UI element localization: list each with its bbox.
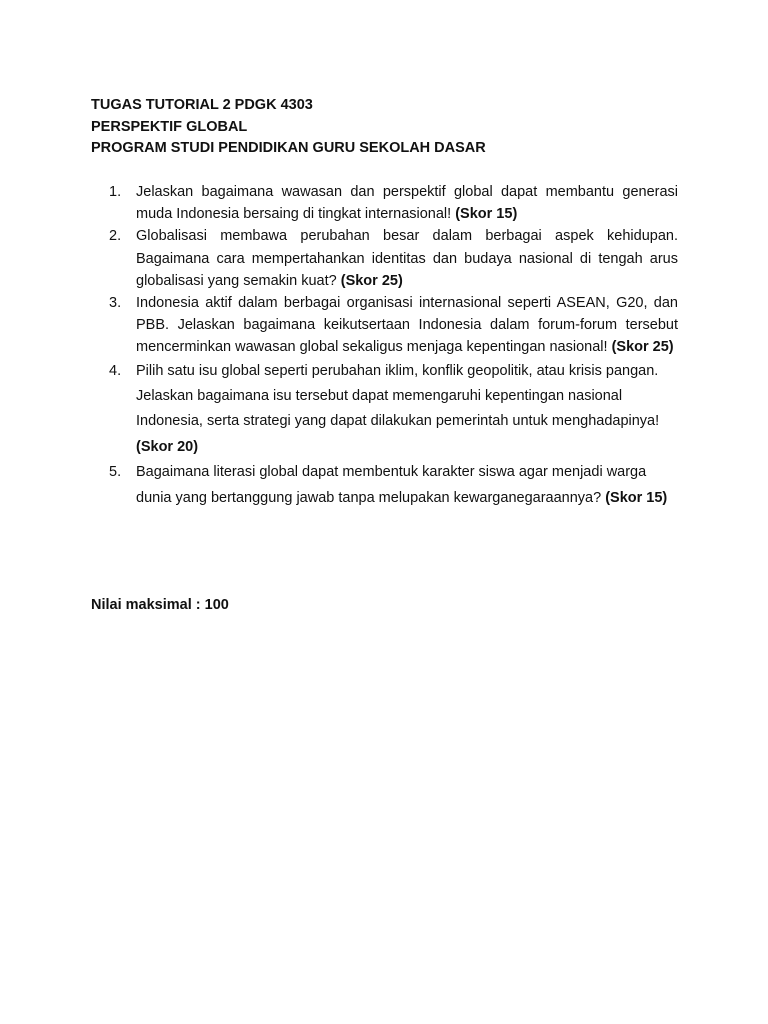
course-title: PERSPEKTIF GLOBAL [91,118,248,135]
question-text: Pilih satu isu global seperti perubahan iklim, konflik geopolitik, atau krisis pangan. Jelaskan bagaimana isu tersebut dapat memengaruhi kepentingan nasional Indonesia, serta strategi yang dapat dilakukan pemerintah untuk menghadapinya! [136,362,660,430]
question-text: Globalisasi membawa perubahan besar dalam berbagai aspek kehidupan. Bagaimana cara mempertahankan identitas dan budaya nasional di tengah arus globalisasi yang semakin kuat? [136,228,678,289]
max-score-label: Nilai maksimal : 100 [91,597,229,613]
question-text: Indonesia aktif dalam berbagai organisasi internasional seperti ASEAN, G20, dan PBB. Jelaskan bagaimana keikutsertaan Indonesia dalam forum-forum tersebut mencerminkan wawasan global sekaligus menjaga kepentingan nasional! [136,295,678,356]
question-number: 3. [109,295,122,312]
question-score: (Skor 15) [605,489,668,506]
question-number: 1. [109,184,122,200]
question-item [105,181,678,225]
assignment-title: TUGAS TUTORIAL 2 PDGK 4303 [91,97,313,113]
question-item [105,292,678,359]
question-text: Jelaskan bagaimana wawasan dan perspektif global dapat membantu generasi muda Indonesia bersaing di tingkat internasional! [136,184,678,223]
question-list [105,181,678,511]
document-header [91,95,691,160]
question-item [105,359,678,461]
question-item [105,460,678,511]
question-text: Bagaimana literasi global dapat membentuk karakter siswa agar menjadi warga dunia yang bertanggung jawab tanpa melupakan kewarganegaraannya? [136,464,647,506]
question-item [105,225,678,292]
question-number: 4. [109,362,122,379]
question-number: 2. [109,228,122,245]
question-number: 5. [109,464,122,481]
question-score: (Skor 20) [136,438,199,455]
question-score: (Skor 25) [340,272,403,289]
question-score: (Skor 15) [455,206,518,223]
question-score: (Skor 25) [611,339,674,356]
program-title: PROGRAM STUDI PENDIDIKAN GURU SEKOLAH DASAR [91,140,486,156]
